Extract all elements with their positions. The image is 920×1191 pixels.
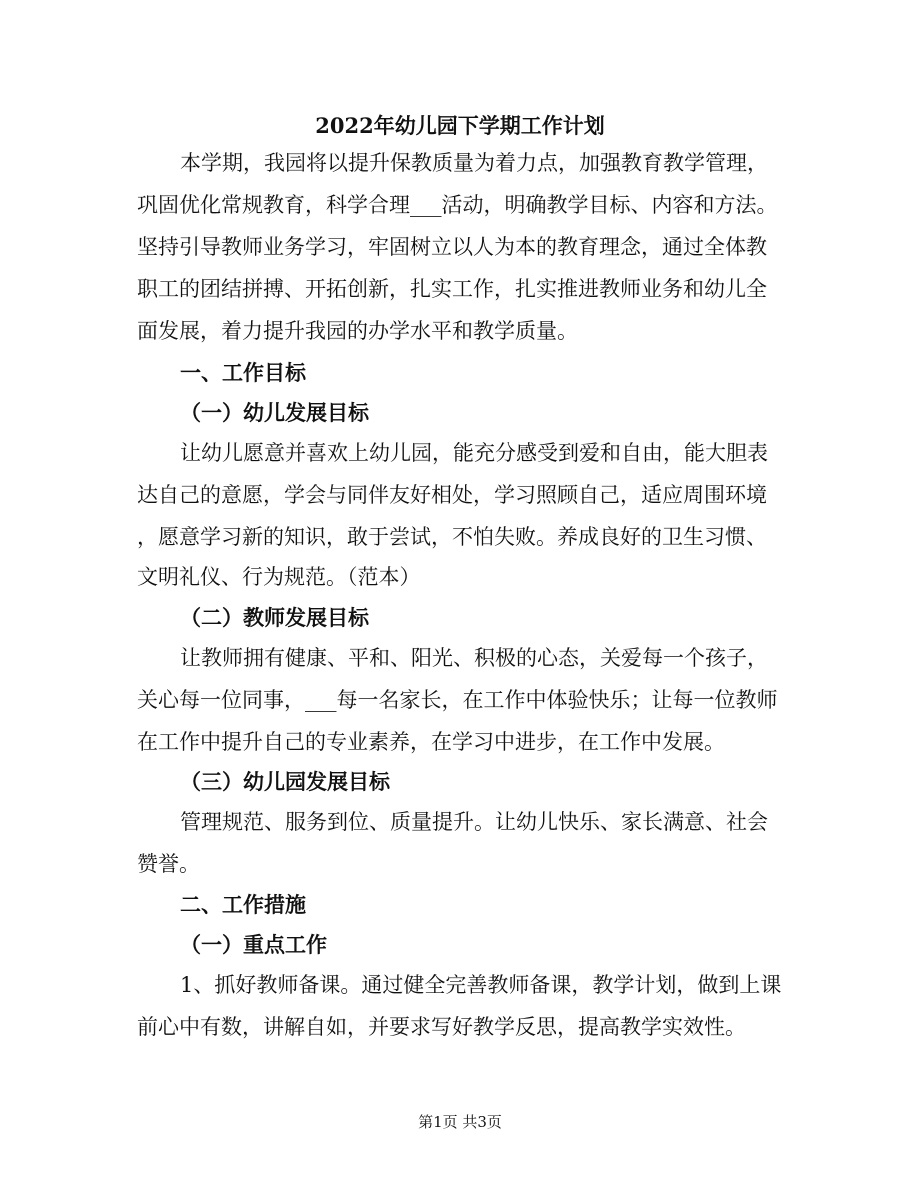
paragraph-line: 在工作中提升自己的专业素养，在学习中进步，在工作中发展。 [137,730,725,754]
document-title: 2022年幼儿园下学期工作计划 [315,113,605,138]
subsection-heading-key-work: （一）重点工作 [180,932,327,957]
paragraph-line: 关心每一位同事，___每一名家长，在工作中体验快乐；让每一位教师 [137,688,778,712]
paragraph-line: 前心中有数，讲解自如，并要求写好教学反思，提高教学实效性。 [137,1015,746,1039]
intro-line: 职工的团结拼搏、开拓创新，扎实工作，扎实推进教师业务和幼儿全 [137,277,767,301]
section-heading-goals: 一、工作目标 [180,360,306,385]
paragraph-line: 让幼儿愿意并喜欢上幼儿园，能充分感受到爱和自由，能大胆表 [180,441,768,465]
paragraph-line: 达自己的意愿，学会与同伴友好相处，学习照顾自己，适应周围环境 [137,483,767,507]
paragraph-line: 赞誉。 [137,852,200,876]
subsection-heading-child-goals: （一）幼儿发展目标 [180,400,369,425]
section-heading-measures: 二、工作措施 [180,892,306,917]
paragraph-line: 让教师拥有健康、平和、阳光、积极的心态，关爱每一个孩子， [180,646,768,670]
intro-line: 坚持引导教师业务学习，牢固树立以人为本的教育理念，通过全体教 [137,235,767,259]
intro-line: 巩固优化常规教育，科学合理___活动，明确教学目标、内容和方法。 [137,193,778,217]
subsection-heading-teacher-goals: （二）教师发展目标 [180,605,369,630]
subsection-heading-kindergarten-goals: （三）幼儿园发展目标 [180,769,390,794]
intro-line: 面发展，着力提升我园的办学水平和教学质量。 [137,319,578,343]
paragraph-line: 1、抓好教师备课。通过健全完善教师备课，教学计划，做到上课 [180,973,782,997]
paragraph-line: 管理规范、服务到位、质量提升。让幼儿快乐、家长满意、社会 [180,810,768,834]
intro-line: 本学期，我园将以提升保教质量为着力点，加强教育教学管理， [180,151,768,175]
paragraph-line: 文明礼仪、行为规范。（范本） [137,565,421,589]
page-number: 第1页 共3页 [418,1113,502,1131]
paragraph-line: ，愿意学习新的知识，敢于尝试，不怕失败。养成良好的卫生习惯、 [137,525,767,549]
